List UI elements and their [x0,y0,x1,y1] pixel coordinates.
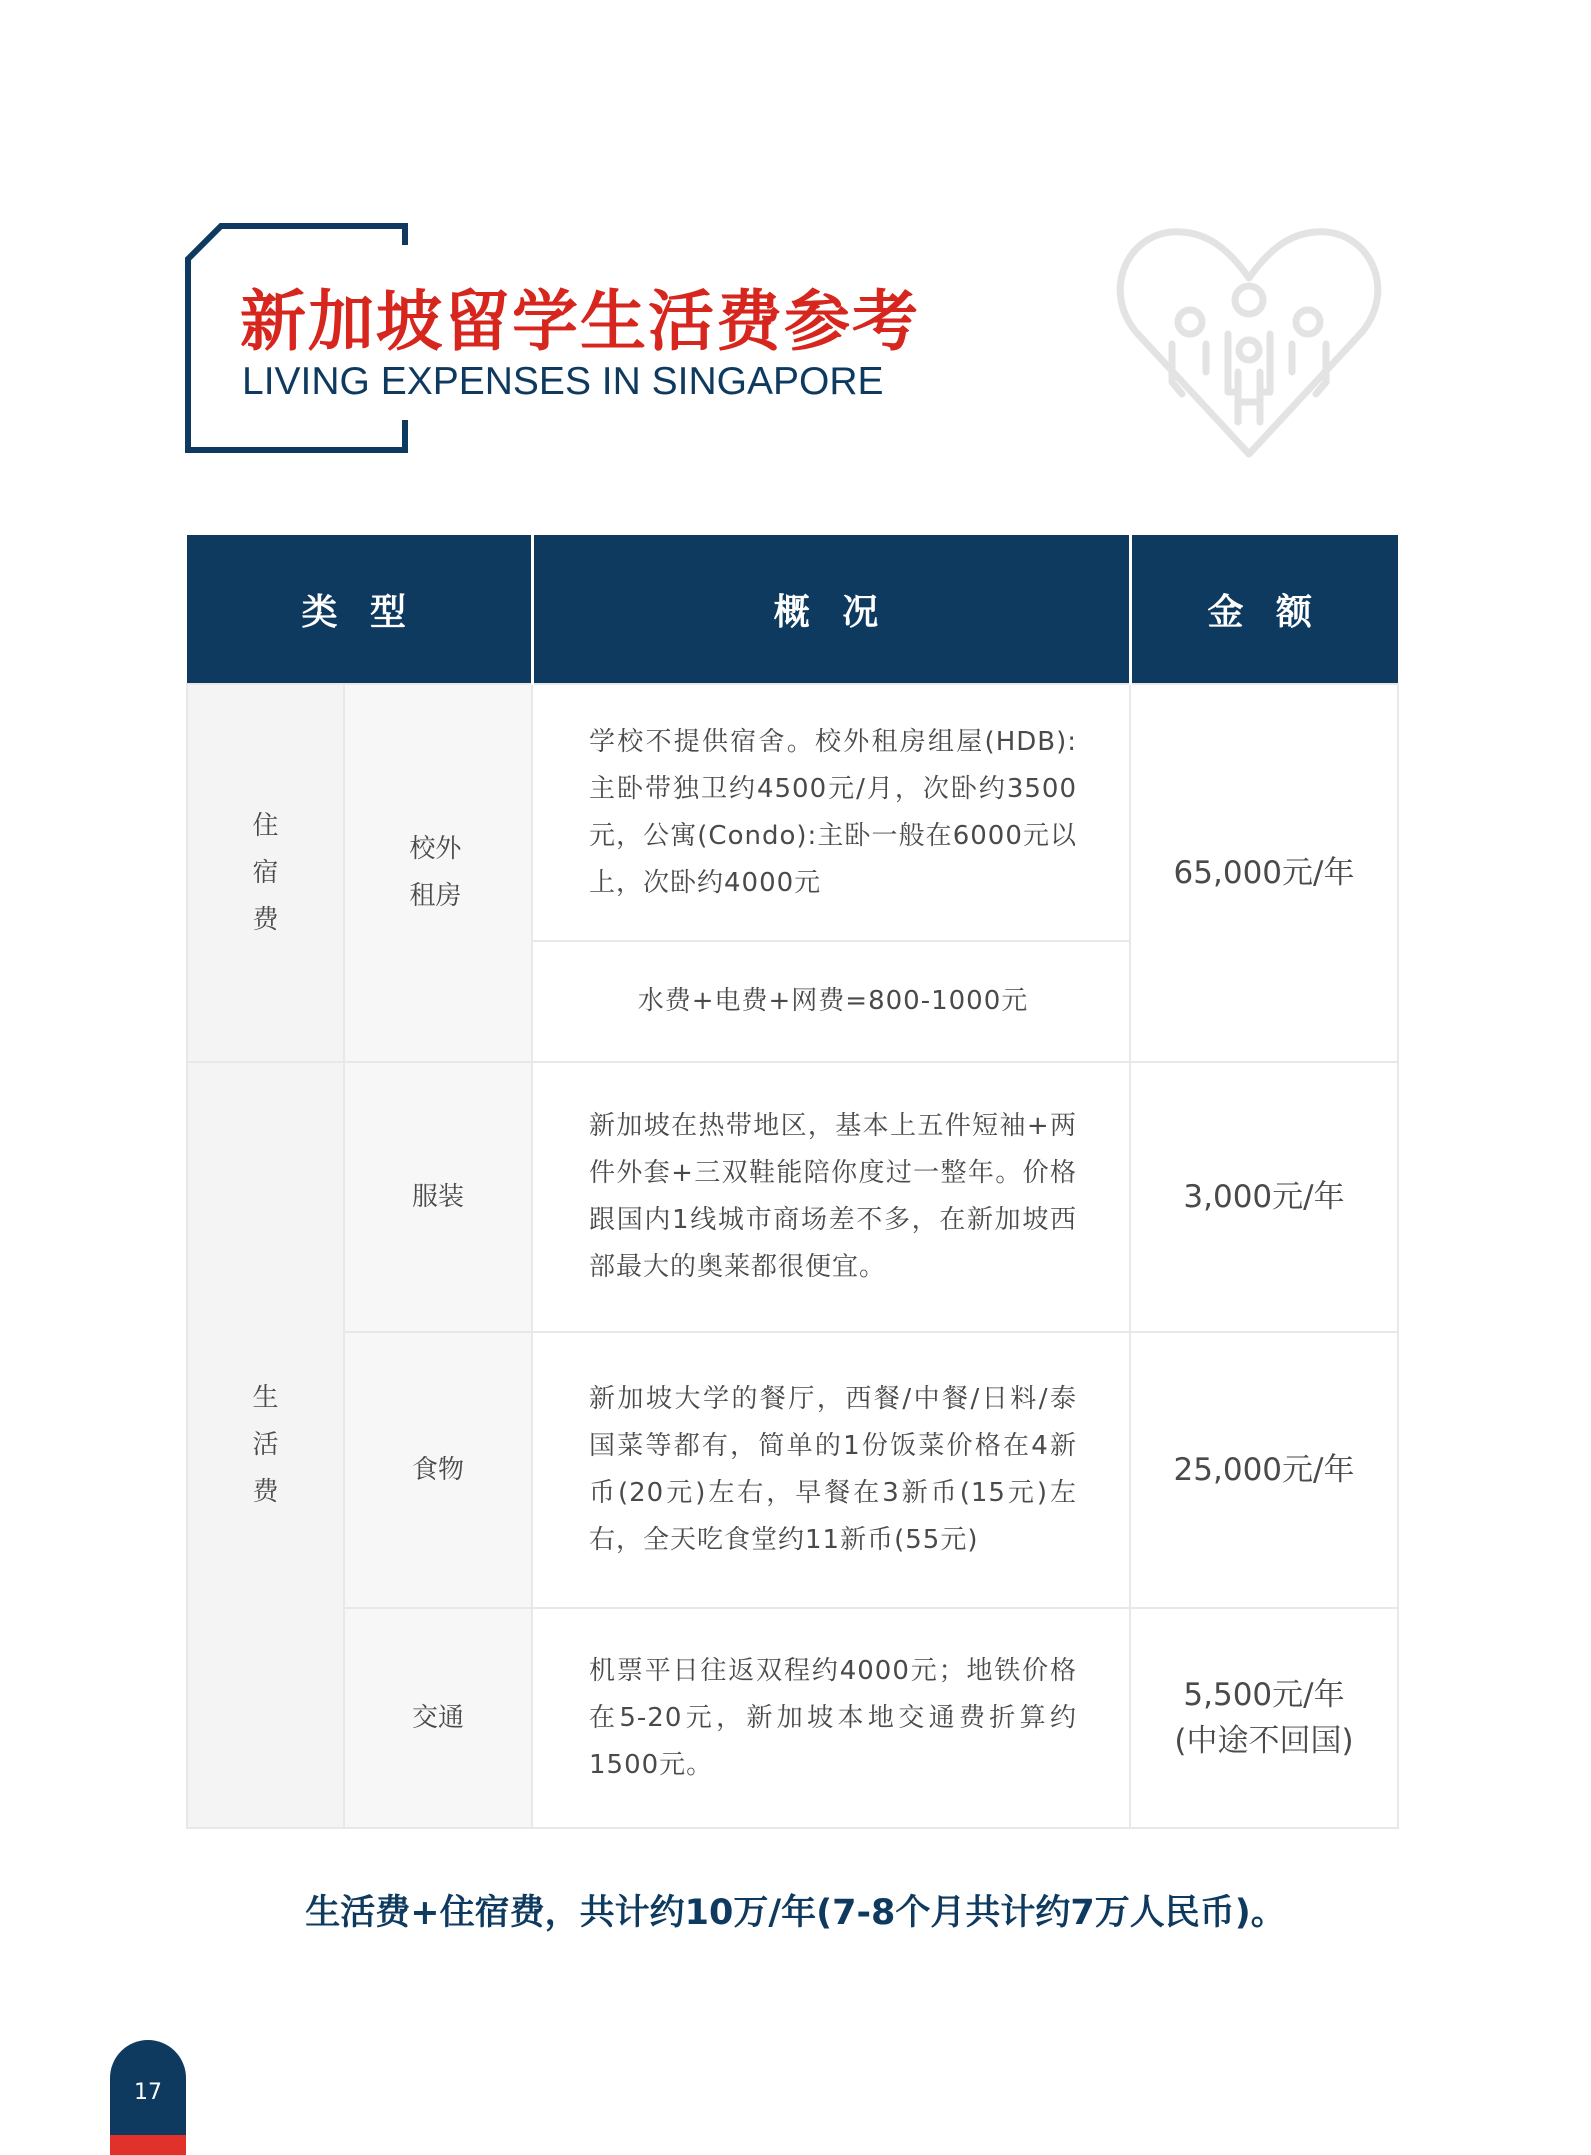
food-amount: 25,000元/年 [1130,1332,1398,1608]
category-label: 生活费 [252,1382,279,1507]
page-number: 17 [134,2080,162,2105]
housing-amount: 65,000元/年 [1130,684,1398,1062]
page-subtitle: LIVING EXPENSES IN SINGAPORE [242,360,884,403]
summary-text: 生活费+住宿费，共计约10万/年(7-8个月共计约7万人民币)。 [305,1893,1286,1933]
food-description: 新加坡大学的餐厅，西餐/中餐/日料/泰国菜等都有，简单的1份饭菜价格在4新币(20元)左右，早餐在3新币(15元)左右，全天吃食堂约11新币(55元) [532,1332,1130,1608]
subcategory-food: 食物 [344,1332,532,1608]
subcategory-rental [344,684,532,1062]
category-living [187,1062,344,1828]
page-number-tab [110,2040,186,2155]
subcategory-transport: 交通 [344,1608,532,1828]
transport-amount-note: (中途不回国) [1174,1723,1354,1759]
footer-red-bar [110,2135,186,2155]
housing-description: 学校不提供宿舍。校外租房组屋(HDB):主卧带独卫约4500元/月，次卧约3500元，公寓(Condo):主卧一般在6000元以上，次卧约4000元 [532,684,1130,941]
clothing-description: 新加坡在热带地区，基本上五件短袖+两件外套+三双鞋能陪你度过一整年。价格跟国内1线城市商场差不多，在新加坡西部最大的奥莱都很便宜。 [532,1062,1130,1332]
table-row [187,1608,1398,1828]
utilities-description: 水费+电费+网费=800-1000元 [532,941,1130,1062]
category-label: 住宿费 [252,810,279,935]
subcategory-label: 校外租房 [409,834,462,911]
transport-amount: 5,500元/年 [1183,1677,1345,1713]
table-header-row [187,535,1398,684]
header-amount: 金 额 [1130,535,1398,684]
header-overview: 概 况 [532,535,1130,684]
clothing-amount: 3,000元/年 [1130,1062,1398,1332]
category-housing [187,684,344,1062]
expenses-table [186,535,1399,1829]
page-title: 新加坡留学生活费参考 [240,283,920,360]
heart-people-icon [1110,222,1388,462]
table-row [187,1062,1398,1332]
header-type: 类 型 [187,535,532,684]
subcategory-clothing: 服装 [344,1062,532,1332]
transport-amount-cell [1130,1608,1398,1828]
transport-description: 机票平日往返双程约4000元；地铁价格在5-20元，新加坡本地交通费折算约1500元。 [532,1608,1130,1828]
table-row [187,684,1398,941]
table-row [187,1332,1398,1608]
